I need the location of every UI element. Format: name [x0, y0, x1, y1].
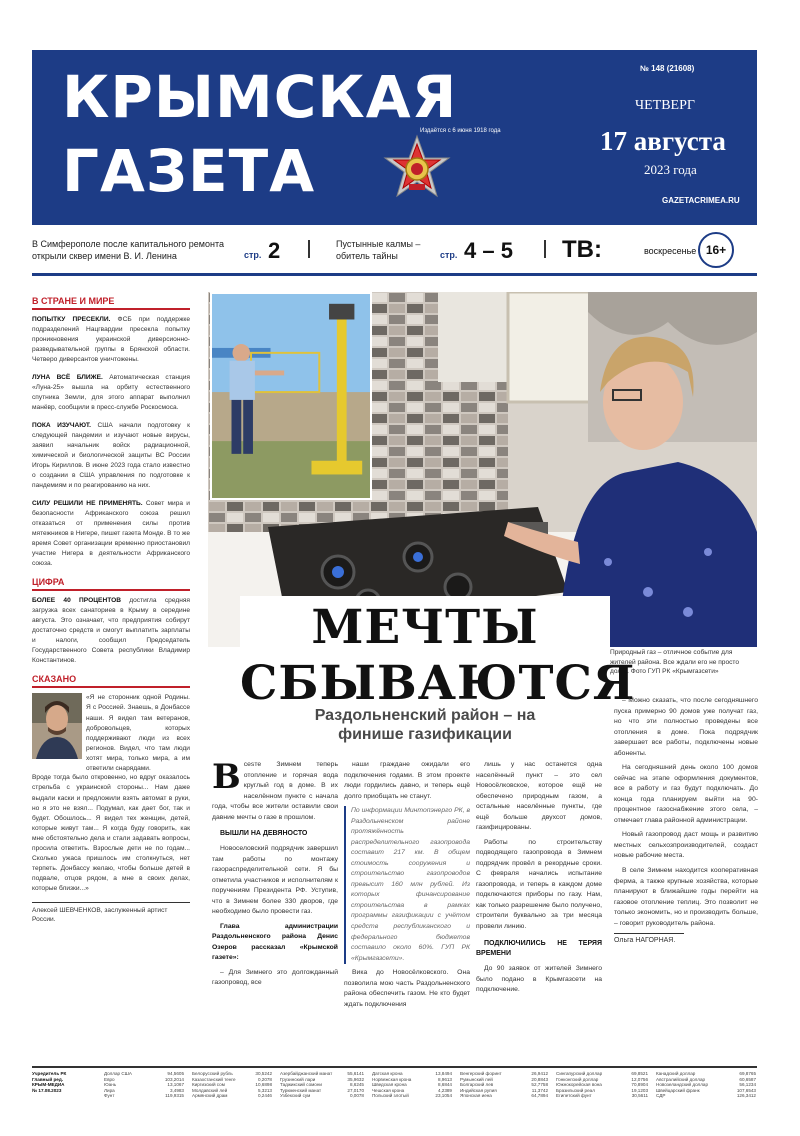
tv-day: воскресенье: [644, 246, 697, 256]
news-brief: [32, 421, 190, 491]
brief-lead: СИЛУ РЕШИЛИ НЕ ПРИМЕНЯТЬ.: [32, 500, 143, 508]
figure-lead: БОЛЕЕ 40 ПРОЦЕНТОВ: [32, 597, 121, 605]
article-column-3: [476, 760, 602, 1060]
footer-row: Канадский доллар 69,8765: [656, 1071, 756, 1076]
news-brief: [32, 373, 190, 413]
footer-row: Бразильский реал 19,1203: [556, 1087, 648, 1093]
footer-row: Шведская крона 8,6844: [372, 1082, 452, 1088]
currency-footer: [32, 1066, 757, 1100]
masthead-year: 2023 года: [644, 162, 697, 177]
article-subheadline: Раздольненский район – на финише газификации: [314, 707, 536, 744]
footer-row: Индийская рупия 11,3742: [460, 1087, 548, 1093]
age-rating-badge: 16+: [698, 232, 734, 268]
section-heading-figure: ЦИФРА: [32, 577, 190, 591]
article-paragraph: До 90 заявок от жителей Зимнего было подано в Крымгазсети на подключение.: [476, 965, 602, 994]
footer-row: Доллар США 94,5605: [104, 1071, 184, 1076]
masthead-since: Издаётся с 6 июня 1918 года: [420, 128, 501, 134]
photo-caption: Природный газ – отличное событие для жителей района. Все ждали его не просто долго. Фото ГУП РК «Крымгазсети»: [610, 649, 740, 676]
news-brief: [32, 499, 190, 569]
footer-row: Фунт 119,9315: [104, 1093, 184, 1099]
headline-line2: СБЫВАЮТСЯ: [240, 656, 636, 711]
teaser-2-page-label: стр.: [440, 250, 458, 260]
footer-row: Румынский лей 20,8843: [460, 1076, 548, 1082]
brief-lead: ПОКА ИЗУЧАЮТ.: [32, 422, 92, 430]
left-news-column: [32, 296, 190, 924]
quote-continuation: Вроде тогда было откровенно, но вдруг оказалось стрельба с украинской стороны... Нам даже выдали каски и предложили взять автомат в руки, но я это не взял... Подумал, как дает бог, так и будет. Обошлось... Я видел тех женщин, детей, которые живут там... Я когда буду говорить, как мне обстоятельно дела и стали задавать вопросы, просила ответить. Взрослые дети не по годам... Сколько ужаса пришлось им столкнуться, нет терпеть. Донбассу желаю, чтобы больше детей в подвале, отцов рядом, а мне в своих делах, которые близки...»: [32, 774, 190, 892]
teaser-1-text[interactable]: В Симферополе после капитального ремонта открыли сквер имени В. И. Ленина: [32, 239, 224, 262]
inset-photo-gas-pipe: [210, 292, 372, 500]
footer-row: Швейцарский франк 107,6543: [656, 1087, 756, 1093]
footer-row: Болгарский лев 52,7758: [460, 1082, 548, 1088]
footer-row: Норвежская крона 8,9613: [372, 1076, 452, 1082]
article-column-1: [212, 757, 338, 1060]
footer-row: Молдавский лей 5,3213: [192, 1087, 272, 1093]
teaser-separator: [308, 240, 310, 258]
footer-row: Австралийский доллар 60,6587: [656, 1076, 756, 1082]
teaser-separator: [544, 240, 546, 258]
article-paragraph: – Можно сказать, что после сегодняшнего пуска примерно 90 домов уже получат газ, но что эти полностью проведены все отопления в доме. Пока подрядчик завершает все работы, подключены новые абоненты.: [614, 697, 758, 757]
footer-row: Евро 103,2014: [104, 1076, 184, 1082]
quote-text: «Я не сторонник одной Родины. Я с Россией. Знаешь, в Донбассе наши. Я видел там ветеранов, добровольцев, которых поддерживают люди из всех регионов. Видел, что там люди хотят мира, только мира, а им ответили снарядами.: [86, 694, 190, 772]
tv-label[interactable]: ТВ:: [562, 236, 602, 263]
footer-column: [104, 1071, 184, 1099]
footer-row: Чешская крона 4,2389: [372, 1087, 452, 1093]
article-paragraph: Глава администрации Раздольненского района Денис Озеров рассказал «Крымской газете»:: [212, 922, 338, 962]
article-paragraph: наши граждане ожидали его подключения годами. В этом проекте люди гордились давно, и теперь ещё долго приобщать не станут.: [344, 761, 470, 800]
brief-text: США начали подготовку к следующей пандемии и изучают новые вирусы, заявил начальник войск радиационной, химической и биологической защиты ВС России Игорь Кириллов. В июне 2023 года стало известно о создании в США управления по подготовке к пандемиям и по реагированию на них.: [32, 422, 190, 490]
masthead-title-line1: КРЫМСКАЯ: [62, 63, 458, 131]
masthead-weekday: ЧЕТВЕРГ: [635, 98, 695, 113]
masthead-title-line2: ГАЗЕТА: [62, 137, 316, 205]
brief-lead: ЛУНА ВСЁ БЛИЖЕ.: [32, 374, 103, 382]
footer-row: Датская крона 13,8494: [372, 1071, 452, 1076]
article-column-4: [614, 696, 758, 1056]
footer-row: Азербайджанский манат 55,6141: [280, 1071, 364, 1076]
masthead: [32, 50, 757, 225]
footer-row: Сингапурский доллар 69,8521: [556, 1071, 648, 1076]
teaser-strip: [32, 232, 757, 276]
brief-text: Совет мира и безопасности Африканского союза решил отказаться от применения силы против мятежников в Нигере, пишет газета Монде. В то же время Совет организации временно приостановил участие Нигера в деятельности Африканского союза.: [32, 500, 190, 568]
footer-row: Киргизский сом 10,6898: [192, 1082, 272, 1088]
footer-row: Японская иена 64,7894: [460, 1093, 548, 1099]
section-heading-quote: СКАЗАНО: [32, 674, 190, 688]
author-signature: Ольга НАГОРНАЯ.: [614, 933, 684, 947]
footer-row: Туркменский манат 27,0170: [280, 1087, 364, 1093]
article-column-2: [344, 760, 470, 1060]
article-paragraph: Новоселовский подрядчик завершил там работы по монтажу газораспределительной сети. Я бы отметила участников и исполнителям к поручениям Президента РФ. Уступив, что в Зимнем более 330 дворов, где необходимо было провести газ.: [212, 845, 338, 916]
footer-row: Белорусский рубль 30,5242: [192, 1071, 272, 1076]
masthead-website-link[interactable]: GAZETACRIMEA.RU: [662, 196, 740, 205]
footer-row: Венгерский форинт 26,9412: [460, 1071, 548, 1076]
footer-row: Учредитель РК: [32, 1071, 67, 1076]
teaser-1-page-number[interactable]: 2: [268, 238, 281, 263]
footer-row: СДР 126,3412: [656, 1093, 756, 1099]
article-subheading: ПОДКЛЮЧИЛИСЬ НЕ ТЕРЯЯ ВРЕМЕНИ: [476, 939, 602, 958]
article-paragraph: В селе Зимнем находится кооперативная ферма, а также крупные хозяйства, которые планируют в ближайшие годы перейти на газовое отопление теплиц. Это позволит не только экономить, но и производить больше, – говорит руководитель района.: [614, 866, 758, 927]
dropcap-letter: В: [212, 757, 241, 797]
brief-text: Автоматическая станция «Луна-25» вышла на орбиту естественного спутника Земли, для этого аппарат выполнил манёвр, сообщили в пресс-службе Роскосмоса.: [32, 374, 190, 412]
figure-text: достигла средняя загрузка всех санаториев в Крыму в середине августа. Это означает, что предприятия собирут достаточно средств и смогут выплатить зарплаты и налоги, сообщил Председатель Государственного Совета республики Владимир Константинов.: [32, 597, 190, 665]
footer-row: Новозеландский доллар 56,1234: [656, 1082, 756, 1088]
footer-row: Грузинский лари 35,9632: [280, 1076, 364, 1082]
news-brief: [32, 315, 190, 365]
footer-row: Таджикский сомони 8,6245: [280, 1082, 364, 1088]
footer-column: [32, 1071, 96, 1093]
footer-row: Польский злотый 23,1054: [372, 1093, 452, 1099]
article-paragraph: На сегодняшний день около 100 домов сейчас на этапе оформления документов, все в работу и газ будут подключать. До конца года планируем выйти на 90-процентное газоснабжение этого села, – отмечает глава районной администрации.: [614, 764, 758, 824]
footer-row: № 17.08.2023: [32, 1087, 62, 1093]
section-heading-country-world: В СТРАНЕ И МИРЕ: [32, 296, 190, 310]
footer-row: Египетский фунт 30,5611: [556, 1093, 648, 1099]
footer-column: [460, 1071, 548, 1099]
footer-column: [280, 1071, 364, 1099]
article-paragraph: – Для Зимнего это долгожданный газопровод, все: [212, 968, 338, 987]
masthead-date: 17 августа: [600, 126, 726, 156]
footer-row: КРЫМ-МЕДИА: [32, 1082, 65, 1088]
article-paragraph: Новый газопровод даст мощь и развитию местных сельхозпроизводителей, создаст новые рабочие места.: [614, 831, 758, 860]
footer-column: [192, 1071, 272, 1099]
portrait-photo: [32, 693, 82, 759]
footer-column: [656, 1071, 756, 1099]
footer-row: Казахстанский тенге 0,2078: [192, 1076, 272, 1082]
teaser-2-text[interactable]: Пустынные калмы – обитель тайны: [336, 239, 421, 262]
quote-box: [32, 693, 190, 772]
main-headline[interactable]: [240, 596, 636, 712]
article-paragraph: [212, 757, 338, 823]
teaser-2-page-number[interactable]: 4 – 5: [464, 238, 513, 263]
article-paragraph: Вика до Новосёлковского. Она позволила мою часть Раздольненского района обеспечить газом. Не кто будет ждать подключения: [344, 969, 470, 1008]
brief-lead: ПОПЫТКУ ПРЕСЕКЛИ.: [32, 316, 111, 323]
masthead-issue-number: № 148 (21608): [640, 64, 695, 73]
footer-row: Юань 13,1067: [104, 1082, 184, 1088]
footer-row: Главный ред.: [32, 1076, 64, 1082]
brief-text: ФСБ при поддержке подразделений Нацгвардии пресекла попытку проникновения украинской диверсионно-разведывательной группы в Брянской области. Четверо диверсантов уничтожены.: [32, 316, 190, 364]
figure-brief: [32, 596, 190, 666]
paragraph-text: сеsте Зимнем теперь отопление и горячая вода круглый год в доме. В их населённом пункте с начала года, чтобы все жители оставили свои давние мечты о газе в прошлом.: [212, 761, 338, 821]
order-emblem-icon: [382, 134, 452, 204]
footer-row: Гонконгский доллар 12,0756: [556, 1076, 648, 1082]
quote-author: Алексей ШЕВЧЕНКОВ, заслуженный артист России.: [32, 902, 190, 924]
footer-row: Южнокорейская вона 70,8904: [556, 1082, 648, 1088]
footer-row: Узбекский сум 0,0078: [280, 1093, 364, 1099]
info-box: По информации Минтопэнерго РК, в Раздольненском районе протяжённость распределительного газопровода составит 217 км. В общем стоимость сооружения и строительство газопроводов превысит 160 млн рублей. Из которых финансирование строительства в рамках программы газификации с учётом средств республиканского и федерального бюджетов составило около 60%. ГУП РК «Крымгазсети».: [344, 806, 470, 964]
article-paragraph: Работы по строительству подводящего газопровода в Зимнем подрядчик провёл в рекордные сроки. С февраля начались испытание газопровода, и теперь в каждом доме подключаются приборы по газу. Нам, как только разрешение было получено, строители буквально за три месяца провели линию.: [476, 838, 602, 930]
headline-line1: МЕЧТЫ: [311, 600, 539, 655]
footer-row: Лира 3,4983: [104, 1087, 184, 1093]
article-paragraph: лишь у нас останется одна населённый пункт – это сел Новосёлковское, которое ещё не обеспечено природным газом, а остальные населённые пункты, где ещё больше двухсот домов, газифицированы.: [476, 761, 602, 832]
teaser-1-page-label: стр.: [244, 250, 262, 260]
footer-column: [556, 1071, 648, 1099]
footer-column: [372, 1071, 452, 1099]
footer-row: Армянский драм 0,2446: [192, 1093, 272, 1099]
article-subheading: ВЫШЛИ НА ДЕВЯНОСТО: [220, 830, 308, 838]
